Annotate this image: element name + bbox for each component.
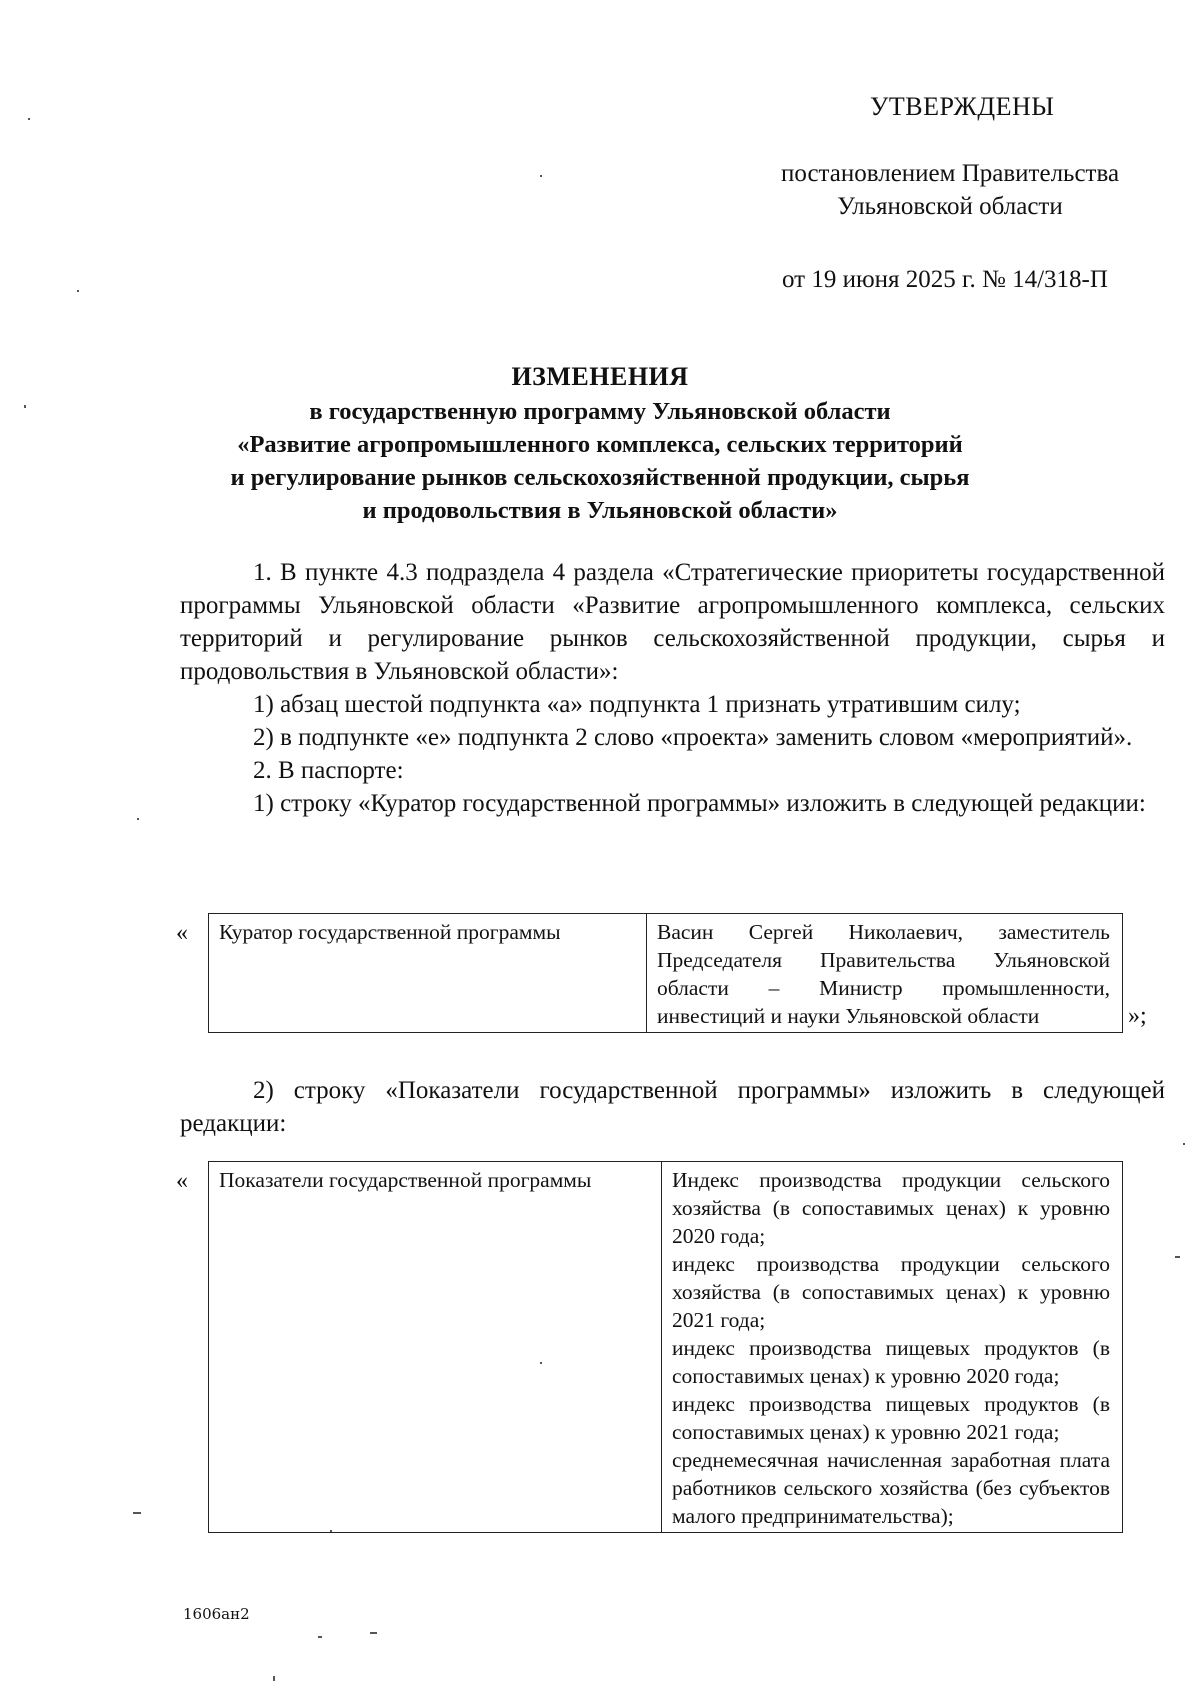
approval-authority-line2: Ульяновской области [837,193,1063,220]
footer-code: 1606ан2 [183,1605,250,1623]
scan-speck [1175,1256,1180,1258]
table-cell-value [662,1162,1123,1533]
indicator-line: среднемесячная начисленная заработная плата работников сельского хозяйства (без субъектов малого предпринимательства); [672,1448,1110,1528]
indicator-line: индекс производства пищевых продуктов (в сопоставимых ценах) к уровню 2020 года; [672,1336,1110,1388]
scan-speck [77,290,79,292]
table1-close-quote: »; [1128,1003,1147,1029]
scan-speck [28,118,30,120]
subheading-line: в государственную программу Ульяновской области [309,398,891,425]
table1-open-quote: « [176,920,188,946]
indicator-line: индекс производства продукции сельского хозяйства (в сопоставимых ценах) к уровню 2021 года; [672,1252,1110,1332]
paragraph-1: 1. В пункте 4.3 подраздела 4 раздела «Стратегические приоритеты государственной программы Ульяновской области «Развитие агропромышленного комплекса, сельских территорий и регулирование рынков сельскохозяйственной продукции, сырья и продовольствия в Ульяновской области»: [180,559,1165,685]
scan-speck [133,1512,141,1514]
table2-open-quote: « [176,1168,188,1194]
paragraph-1-item-2: 2) в подпункте «е» подпункта 2 слово «проекта» заменить словом «мероприятий». [253,724,1133,751]
paragraph-2-item-2: 2) строку «Показатели государственной программы» изложить в следующей редакции: [180,1077,1165,1137]
table-cell-label: Показатели государственной программы [209,1162,662,1533]
document-body-continued [180,1074,1165,1140]
scan-speck [540,175,542,177]
approval-authority-line1: постановлением Правительства [780,160,1120,187]
scan-speck [370,1632,377,1634]
document-body [180,556,1165,820]
scan-speck [540,1362,542,1364]
document-subheading [140,395,1060,527]
approval-date: от 19 июня 2025 г. № 14/318-П [782,266,1108,293]
indicator-line: Индекс производства продукции сельского хозяйства (в сопоставимых ценах) к уровню 2020 года; [672,1168,1110,1248]
scan-speck [318,1636,322,1638]
approval-title: УТВЕРЖДЕНЫ [870,92,1055,121]
scan-speck [273,1676,275,1681]
table-row [209,1162,1123,1533]
subheading-line: «Развитие агропромышленного комплекса, сельских территорий [237,431,963,458]
scan-speck [24,405,26,408]
table-cell-label: Куратор государственной программы [209,914,647,1033]
subheading-line: и регулирование рынков сельскохозяйственной продукции, сырья [230,464,970,491]
paragraph-2-item-1: 1) строку «Куратор государственной программы» изложить в следующей редакции: [253,790,1146,817]
scan-speck [137,818,139,820]
curator-table [208,913,1123,1033]
indicators-table [208,1161,1123,1533]
scan-speck [330,1530,332,1532]
paragraph-1-item-1: 1) абзац шестой подпункта «а» подпункта 1 признать утратившим силу; [253,691,1021,718]
table-row [209,914,1123,1033]
indicator-line: индекс производства пищевых продуктов (в сопоставимых ценах) к уровню 2021 года; [672,1392,1110,1444]
subheading-line: и продовольствия в Ульяновской области» [362,497,838,524]
table-cell-value: Васин Сергей Николаевич, заместитель Председателя Правительства Ульяновской области – Министр промышленности, инвестиций и науки Ульяновской области [647,914,1123,1033]
document-heading: ИЗМЕНЕНИЯ [511,362,689,391]
paragraph-2: 2. В паспорте: [253,757,404,784]
scan-speck [1183,1143,1185,1145]
